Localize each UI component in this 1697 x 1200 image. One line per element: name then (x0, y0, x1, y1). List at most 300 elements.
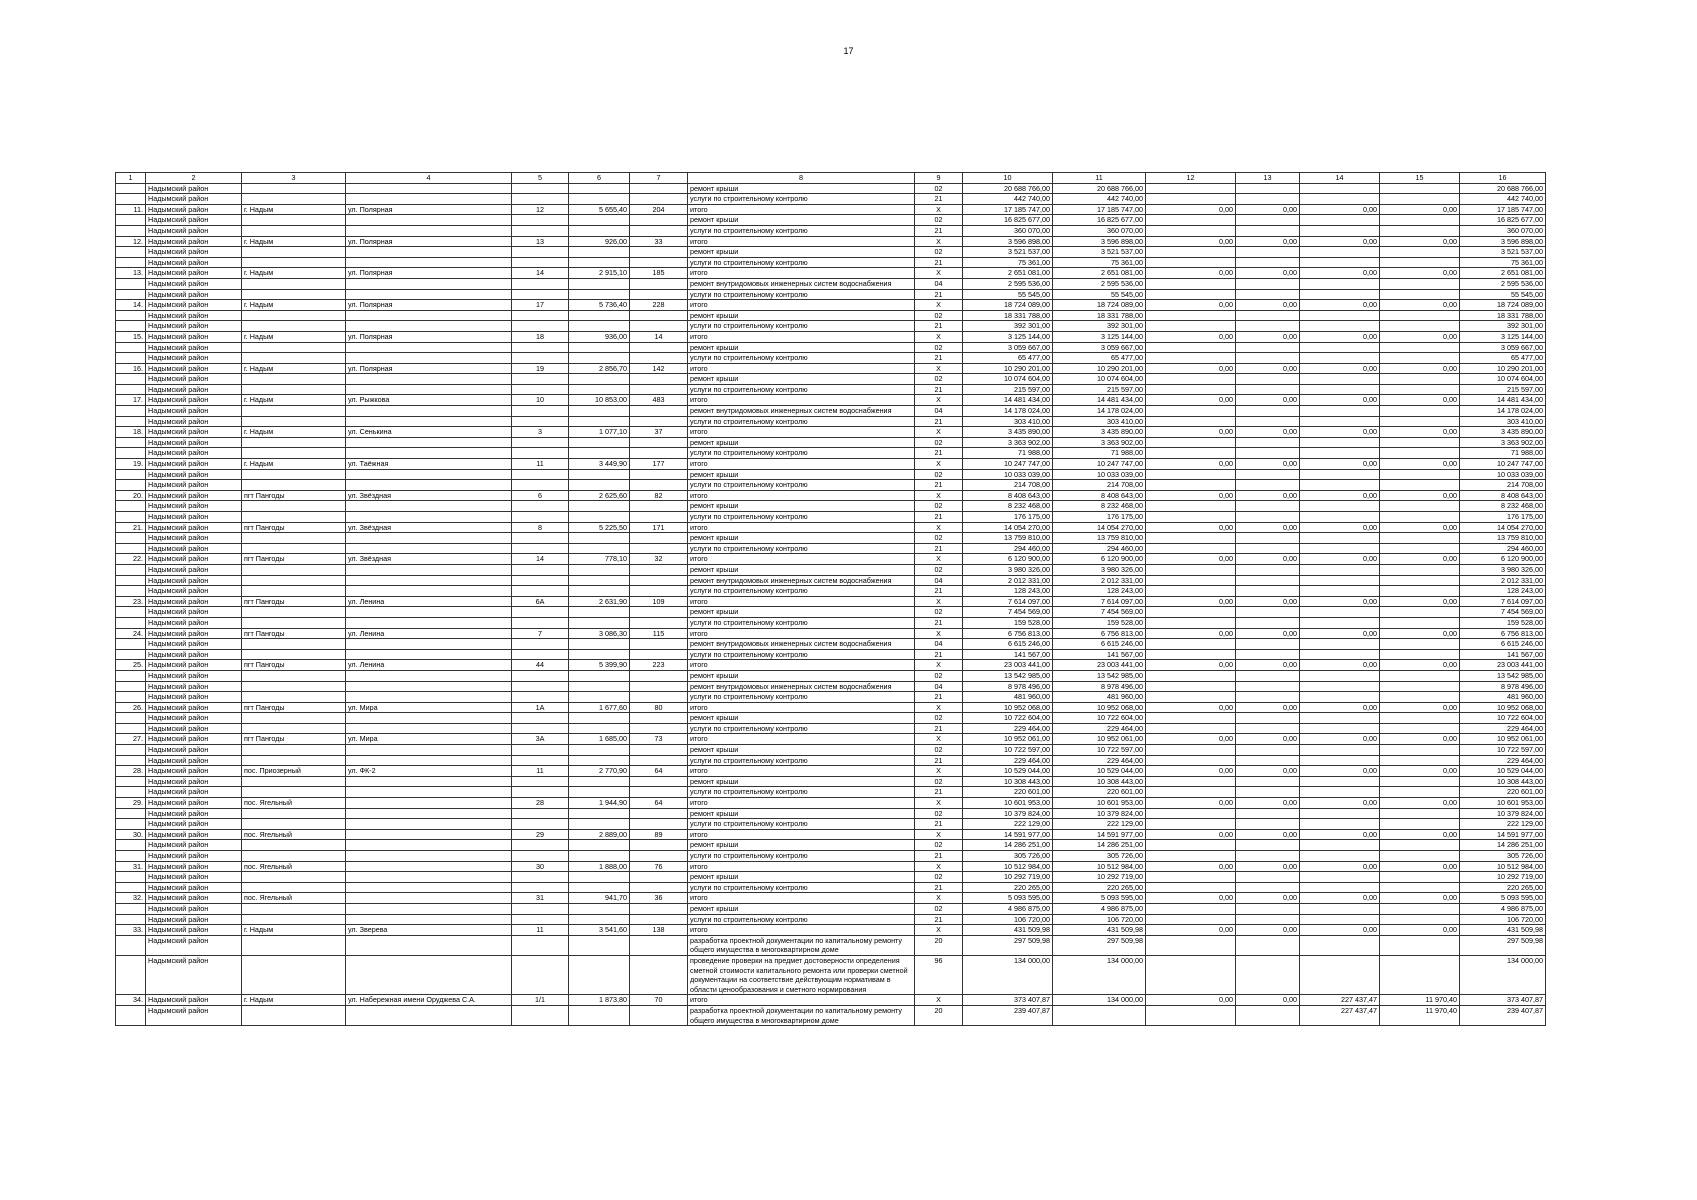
street-cell (346, 893, 512, 904)
table-row (116, 416, 1546, 427)
row-number-cell (116, 289, 146, 300)
table-row (116, 670, 1546, 681)
municipality-cell: Надымский район (146, 692, 242, 703)
register-body (116, 183, 1546, 1026)
total-cost-cell: 14 286 251,00 (963, 840, 1053, 851)
street-cell: ул. Ленина (346, 596, 512, 607)
area-cell: 3 449,90 (569, 459, 630, 470)
total-cost-cell: 239 407,87 (963, 1005, 1053, 1025)
settlement-cell (242, 1005, 346, 1025)
municipality-cell: Надымский район (146, 247, 242, 258)
owner-funds-cell (1300, 955, 1380, 994)
work-code-cell: 21 (915, 353, 963, 364)
settlement-cell (242, 543, 346, 554)
work-type-cell: услуги по строительному контролю (688, 882, 915, 893)
settlement-cell: г. Надым (242, 204, 346, 215)
table-row (116, 374, 1546, 385)
street-cell (346, 353, 512, 364)
fund-cost-cell: 305 726,00 (1053, 851, 1146, 862)
house-number-cell: 1/1 (512, 995, 569, 1006)
owner-funds-cell: 0,00 (1300, 268, 1380, 279)
budget-cost-cell: 0,00 (1146, 459, 1236, 470)
planned-cost-cell: 14 591 977,00 (1460, 829, 1546, 840)
house-number-cell (512, 851, 569, 862)
work-type-cell: итого (688, 829, 915, 840)
house-number-cell: 3А (512, 734, 569, 745)
planned-cost-cell: 229 464,00 (1460, 755, 1546, 766)
municipality-cell: Надымский район (146, 840, 242, 851)
row-number-cell (116, 649, 146, 660)
total-cost-cell: 360 070,00 (963, 225, 1053, 236)
house-number-cell: 6А (512, 596, 569, 607)
work-type-cell: ремонт крыши (688, 564, 915, 575)
area-cell (569, 310, 630, 321)
owner-funds-cell (1300, 194, 1380, 205)
owner-funds-cell (1300, 617, 1380, 628)
total-cost-cell: 10 952 068,00 (963, 702, 1053, 713)
planned-cost-cell: 10 247 747,00 (1460, 459, 1546, 470)
residents-cell (630, 755, 688, 766)
work-code-cell: 21 (915, 787, 963, 798)
local-budget-cost-cell: 0,00 (1236, 861, 1300, 872)
residents-cell (630, 670, 688, 681)
street-cell (346, 755, 512, 766)
local-budget-cost-cell (1236, 406, 1300, 417)
residents-cell (630, 586, 688, 597)
residents-cell (630, 681, 688, 692)
work-code-cell: 21 (915, 851, 963, 862)
street-cell: ул. Ленина (346, 660, 512, 671)
street-cell (346, 448, 512, 459)
house-number-cell (512, 416, 569, 427)
municipality-cell: Надымский район (146, 575, 242, 586)
owner-funds-cell: 0,00 (1300, 363, 1380, 374)
area-cell: 2 915,10 (569, 268, 630, 279)
column-header: 10 (963, 173, 1053, 184)
total-cost-cell: 3 980 326,00 (963, 564, 1053, 575)
budget-cost-cell: 0,00 (1146, 204, 1236, 215)
budget-cost-cell (1146, 872, 1236, 883)
budget-cost-cell: 0,00 (1146, 995, 1236, 1006)
planned-cost-cell: 6 615 246,00 (1460, 639, 1546, 650)
column-header: 6 (569, 173, 630, 184)
row-number-cell (116, 353, 146, 364)
total-cost-cell: 14 054 270,00 (963, 522, 1053, 533)
residents-cell: 80 (630, 702, 688, 713)
residents-cell: 223 (630, 660, 688, 671)
area-cell (569, 670, 630, 681)
owner-funds-cell (1300, 469, 1380, 480)
work-type-cell: проведение проверки на предмет достоверности определения сметной стоимости капитального ремонта или проверки сметной документации на соответствие действующим нормативам в области ценообразования и сметного нормирования (688, 955, 915, 994)
street-cell (346, 935, 512, 955)
fund-cost-cell: 10 074 604,00 (1053, 374, 1146, 385)
owner-funds-cell: 0,00 (1300, 798, 1380, 809)
budget-cost-cell (1146, 183, 1236, 194)
total-cost-cell: 23 003 441,00 (963, 660, 1053, 671)
street-cell (346, 692, 512, 703)
fund-cost-cell: 20 688 766,00 (1053, 183, 1146, 194)
area-cell (569, 278, 630, 289)
municipality-cell: Надымский район (146, 363, 242, 374)
planned-cost-cell: 3 596 898,00 (1460, 236, 1546, 247)
table-row (116, 882, 1546, 893)
row-number-cell (116, 755, 146, 766)
area-cell (569, 342, 630, 353)
work-type-cell: итого (688, 331, 915, 342)
planned-cost-cell: 392 301,00 (1460, 321, 1546, 332)
residents-cell (630, 374, 688, 385)
table-row (116, 395, 1546, 406)
row-number-cell (116, 607, 146, 618)
fund-cost-cell: 10 247 747,00 (1053, 459, 1146, 470)
residents-cell: 64 (630, 766, 688, 777)
street-cell (346, 851, 512, 862)
budget-cost-cell: 0,00 (1146, 660, 1236, 671)
fund-cost-cell: 6 120 900,00 (1053, 554, 1146, 565)
residents-cell (630, 183, 688, 194)
residents-cell (630, 310, 688, 321)
owner-funds-cell (1300, 384, 1380, 395)
column-header: 15 (1380, 173, 1460, 184)
fund-cost-cell: 10 601 953,00 (1053, 798, 1146, 809)
work-code-cell: 02 (915, 713, 963, 724)
work-code-cell: X (915, 395, 963, 406)
municipality-cell: Надымский район (146, 384, 242, 395)
municipality-cell: Надымский район (146, 649, 242, 660)
work-code-cell: X (915, 660, 963, 671)
municipality-cell: Надымский район (146, 459, 242, 470)
planned-cost-cell: 13 542 985,00 (1460, 670, 1546, 681)
work-code-cell: 04 (915, 681, 963, 692)
column-header: 14 (1300, 173, 1380, 184)
municipality-cell: Надымский район (146, 427, 242, 438)
other-funds-cell (1380, 480, 1460, 491)
planned-cost-cell: 14 286 251,00 (1460, 840, 1546, 851)
other-funds-cell: 0,00 (1380, 204, 1460, 215)
owner-funds-cell: 0,00 (1300, 522, 1380, 533)
street-cell (346, 289, 512, 300)
total-cost-cell: 222 129,00 (963, 819, 1053, 830)
planned-cost-cell: 7 454 569,00 (1460, 607, 1546, 618)
row-number-cell (116, 310, 146, 321)
budget-cost-cell (1146, 935, 1236, 955)
table-row (116, 745, 1546, 756)
planned-cost-cell: 481 960,00 (1460, 692, 1546, 703)
area-cell (569, 543, 630, 554)
owner-funds-cell (1300, 755, 1380, 766)
settlement-cell (242, 872, 346, 883)
house-number-cell (512, 1005, 569, 1025)
house-number-cell (512, 808, 569, 819)
street-cell (346, 278, 512, 289)
settlement-cell: г. Надым (242, 363, 346, 374)
local-budget-cost-cell (1236, 310, 1300, 321)
work-type-cell: ремонт крыши (688, 374, 915, 385)
house-number-cell: 8 (512, 522, 569, 533)
work-code-cell: 02 (915, 533, 963, 544)
work-code-cell: 21 (915, 416, 963, 427)
work-code-cell: 21 (915, 448, 963, 459)
local-budget-cost-cell (1236, 617, 1300, 628)
work-code-cell: 04 (915, 278, 963, 289)
fund-cost-cell: 23 003 441,00 (1053, 660, 1146, 671)
owner-funds-cell (1300, 903, 1380, 914)
planned-cost-cell: 20 688 766,00 (1460, 183, 1546, 194)
work-type-cell: услуги по строительному контролю (688, 649, 915, 660)
house-number-cell (512, 310, 569, 321)
house-number-cell (512, 787, 569, 798)
area-cell: 5 655,40 (569, 204, 630, 215)
settlement-cell (242, 723, 346, 734)
municipality-cell: Надымский район (146, 914, 242, 925)
fund-cost-cell: 3 521 537,00 (1053, 247, 1146, 258)
settlement-cell (242, 225, 346, 236)
work-type-cell: ремонт крыши (688, 215, 915, 226)
residents-cell: 228 (630, 300, 688, 311)
street-cell (346, 840, 512, 851)
work-type-cell: услуги по строительному контролю (688, 194, 915, 205)
work-type-cell: услуги по строительному контролю (688, 617, 915, 628)
settlement-cell (242, 257, 346, 268)
table-row (116, 755, 1546, 766)
house-number-cell (512, 543, 569, 554)
budget-cost-cell (1146, 194, 1236, 205)
local-budget-cost-cell: 0,00 (1236, 628, 1300, 639)
owner-funds-cell: 0,00 (1300, 893, 1380, 904)
other-funds-cell (1380, 512, 1460, 523)
work-type-cell: услуги по строительному контролю (688, 225, 915, 236)
settlement-cell: г. Надым (242, 995, 346, 1006)
residents-cell (630, 639, 688, 650)
budget-cost-cell (1146, 851, 1236, 862)
local-budget-cost-cell: 0,00 (1236, 660, 1300, 671)
street-cell (346, 819, 512, 830)
house-number-cell: 29 (512, 829, 569, 840)
settlement-cell (242, 321, 346, 332)
residents-cell: 73 (630, 734, 688, 745)
area-cell (569, 533, 630, 544)
other-funds-cell (1380, 692, 1460, 703)
planned-cost-cell: 14 178 024,00 (1460, 406, 1546, 417)
fund-cost-cell: 159 528,00 (1053, 617, 1146, 628)
municipality-cell: Надымский район (146, 490, 242, 501)
street-cell: ул. Полярная (346, 300, 512, 311)
column-header: 11 (1053, 173, 1146, 184)
settlement-cell (242, 776, 346, 787)
street-cell (346, 798, 512, 809)
owner-funds-cell (1300, 448, 1380, 459)
table-row (116, 851, 1546, 862)
work-type-cell: услуги по строительному контролю (688, 353, 915, 364)
owner-funds-cell (1300, 374, 1380, 385)
fund-cost-cell: 220 601,00 (1053, 787, 1146, 798)
planned-cost-cell: 229 464,00 (1460, 723, 1546, 734)
fund-cost-cell: 128 243,00 (1053, 586, 1146, 597)
work-code-cell: 02 (915, 374, 963, 385)
fund-cost-cell: 18 331 788,00 (1053, 310, 1146, 321)
row-number-cell: 30. (116, 829, 146, 840)
work-type-cell: итого (688, 925, 915, 936)
budget-cost-cell (1146, 713, 1236, 724)
local-budget-cost-cell: 0,00 (1236, 766, 1300, 777)
residents-cell (630, 787, 688, 798)
house-number-cell (512, 278, 569, 289)
total-cost-cell: 2 595 536,00 (963, 278, 1053, 289)
fund-cost-cell: 220 265,00 (1053, 882, 1146, 893)
area-cell (569, 713, 630, 724)
house-number-cell (512, 257, 569, 268)
table-row (116, 955, 1546, 994)
municipality-cell: Надымский район (146, 903, 242, 914)
local-budget-cost-cell: 0,00 (1236, 829, 1300, 840)
local-budget-cost-cell (1236, 882, 1300, 893)
owner-funds-cell (1300, 310, 1380, 321)
street-cell: ул. Звёздная (346, 522, 512, 533)
planned-cost-cell: 106 720,00 (1460, 914, 1546, 925)
municipality-cell: Надымский район (146, 480, 242, 491)
area-cell: 10 853,00 (569, 395, 630, 406)
owner-funds-cell: 0,00 (1300, 459, 1380, 470)
house-number-cell (512, 384, 569, 395)
area-cell (569, 416, 630, 427)
row-number-cell (116, 586, 146, 597)
settlement-cell (242, 406, 346, 417)
total-cost-cell: 8 232 468,00 (963, 501, 1053, 512)
row-number-cell (116, 406, 146, 417)
local-budget-cost-cell (1236, 289, 1300, 300)
total-cost-cell: 20 688 766,00 (963, 183, 1053, 194)
street-cell (346, 808, 512, 819)
municipality-cell: Надымский район (146, 925, 242, 936)
other-funds-cell: 0,00 (1380, 861, 1460, 872)
row-number-cell: 16. (116, 363, 146, 374)
other-funds-cell (1380, 321, 1460, 332)
column-header: 16 (1460, 173, 1546, 184)
budget-cost-cell (1146, 501, 1236, 512)
area-cell (569, 480, 630, 491)
planned-cost-cell: 220 265,00 (1460, 882, 1546, 893)
total-cost-cell: 6 120 900,00 (963, 554, 1053, 565)
work-code-cell: X (915, 734, 963, 745)
street-cell (346, 533, 512, 544)
local-budget-cost-cell (1236, 416, 1300, 427)
row-number-cell (116, 882, 146, 893)
street-cell: ул. Мира (346, 702, 512, 713)
area-cell (569, 225, 630, 236)
residents-cell (630, 437, 688, 448)
budget-cost-cell (1146, 914, 1236, 925)
total-cost-cell: 305 726,00 (963, 851, 1053, 862)
area-cell: 1 873,80 (569, 995, 630, 1006)
other-funds-cell (1380, 808, 1460, 819)
other-funds-cell: 0,00 (1380, 490, 1460, 501)
house-number-cell (512, 353, 569, 364)
house-number-cell (512, 225, 569, 236)
budget-cost-cell (1146, 448, 1236, 459)
budget-cost-cell: 0,00 (1146, 829, 1236, 840)
work-code-cell: 21 (915, 543, 963, 554)
street-cell (346, 543, 512, 554)
local-budget-cost-cell: 0,00 (1236, 798, 1300, 809)
municipality-cell: Надымский район (146, 300, 242, 311)
municipality-cell: Надымский район (146, 829, 242, 840)
area-cell (569, 183, 630, 194)
municipality-cell: Надымский район (146, 660, 242, 671)
local-budget-cost-cell (1236, 512, 1300, 523)
municipality-cell: Надымский район (146, 257, 242, 268)
house-number-cell (512, 437, 569, 448)
street-cell: ул. ФК-2 (346, 766, 512, 777)
fund-cost-cell: 2 651 081,00 (1053, 268, 1146, 279)
other-funds-cell (1380, 469, 1460, 480)
house-number-cell (512, 776, 569, 787)
house-number-cell (512, 215, 569, 226)
settlement-cell: г. Надым (242, 925, 346, 936)
other-funds-cell (1380, 215, 1460, 226)
area-cell (569, 469, 630, 480)
other-funds-cell (1380, 617, 1460, 628)
work-type-cell: услуги по строительному контролю (688, 586, 915, 597)
work-type-cell: ремонт крыши (688, 840, 915, 851)
residents-cell (630, 342, 688, 353)
total-cost-cell: 2 651 081,00 (963, 268, 1053, 279)
fund-cost-cell: 360 070,00 (1053, 225, 1146, 236)
total-cost-cell: 71 988,00 (963, 448, 1053, 459)
street-cell (346, 903, 512, 914)
local-budget-cost-cell (1236, 713, 1300, 724)
budget-cost-cell (1146, 681, 1236, 692)
total-cost-cell: 6 756 813,00 (963, 628, 1053, 639)
row-number-cell (116, 903, 146, 914)
fund-cost-cell: 10 290 201,00 (1053, 363, 1146, 374)
street-cell (346, 861, 512, 872)
owner-funds-cell: 0,00 (1300, 628, 1380, 639)
other-funds-cell (1380, 903, 1460, 914)
municipality-cell: Надымский район (146, 607, 242, 618)
row-number-cell (116, 840, 146, 851)
budget-cost-cell (1146, 225, 1236, 236)
street-cell (346, 384, 512, 395)
work-type-cell: услуги по строительному контролю (688, 289, 915, 300)
planned-cost-cell: 75 361,00 (1460, 257, 1546, 268)
fund-cost-cell: 10 952 061,00 (1053, 734, 1146, 745)
house-number-cell (512, 649, 569, 660)
owner-funds-cell: 0,00 (1300, 204, 1380, 215)
residents-cell (630, 321, 688, 332)
total-cost-cell: 481 960,00 (963, 692, 1053, 703)
table-row (116, 342, 1546, 353)
work-type-cell: ремонт крыши (688, 437, 915, 448)
work-type-cell: ремонт крыши (688, 501, 915, 512)
local-budget-cost-cell (1236, 840, 1300, 851)
budget-cost-cell (1146, 289, 1236, 300)
fund-cost-cell: 16 825 677,00 (1053, 215, 1146, 226)
other-funds-cell (1380, 183, 1460, 194)
house-number-cell (512, 670, 569, 681)
budget-cost-cell (1146, 533, 1236, 544)
settlement-cell (242, 819, 346, 830)
work-code-cell: 02 (915, 564, 963, 575)
municipality-cell: Надымский район (146, 437, 242, 448)
street-cell (346, 955, 512, 994)
work-code-cell: 20 (915, 935, 963, 955)
work-code-cell: X (915, 459, 963, 470)
work-type-cell: услуги по строительному контролю (688, 512, 915, 523)
work-type-cell: ремонт крыши (688, 745, 915, 756)
owner-funds-cell (1300, 872, 1380, 883)
work-code-cell: 21 (915, 384, 963, 395)
work-code-cell: X (915, 628, 963, 639)
